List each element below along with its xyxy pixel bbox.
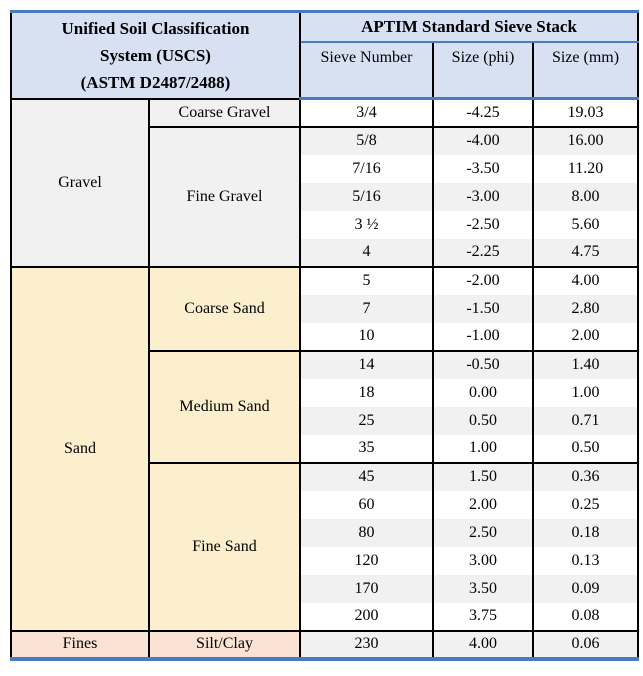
sieve-number-cell: 5 — [300, 267, 433, 295]
size-phi-cell: -4.25 — [433, 99, 533, 127]
category-cell-fines: Fines — [11, 631, 149, 659]
col-header-size-phi: Size (phi) — [433, 42, 533, 99]
sieve-number-cell: 45 — [300, 463, 433, 491]
size-mm-cell: 0.71 — [533, 407, 638, 435]
size-phi-cell: 2.00 — [433, 491, 533, 519]
size-mm-cell: 16.00 — [533, 127, 638, 155]
uscs-title-line-3: (ASTM D2487/2488) — [80, 72, 231, 92]
sieve-number-cell: 10 — [300, 323, 433, 351]
size-phi-cell: -0.50 — [433, 351, 533, 379]
subcategory-cell-coarse-sand: Coarse Sand — [149, 267, 300, 351]
subcategory-cell-medium-sand: Medium Sand — [149, 351, 300, 463]
sieve-number-cell: 120 — [300, 547, 433, 575]
category-cell-sand: Sand — [11, 267, 149, 631]
aptim-header-cell: APTIM Standard Sieve Stack — [300, 12, 638, 42]
table-header — [11, 12, 638, 99]
uscs-title-line-2: System (USCS) — [100, 45, 211, 65]
sieve-number-cell: 60 — [300, 491, 433, 519]
size-mm-cell: 0.13 — [533, 547, 638, 575]
sieve-number-cell: 7 — [300, 295, 433, 323]
subcategory-cell-fine-gravel: Fine Gravel — [149, 127, 300, 267]
size-mm-cell: 2.00 — [533, 323, 638, 351]
uscs-title-line-1: Unified Soil Classification — [61, 18, 250, 38]
subcategory-cell-fine-sand: Fine Sand — [149, 463, 300, 631]
size-phi-cell: -2.25 — [433, 239, 533, 267]
size-phi-cell: -2.50 — [433, 211, 533, 239]
size-mm-cell: 4.75 — [533, 239, 638, 267]
sieve-number-cell: 80 — [300, 519, 433, 547]
size-phi-cell: -2.00 — [433, 267, 533, 295]
table-row — [11, 267, 638, 295]
size-mm-cell: 1.40 — [533, 351, 638, 379]
col-header-sieve-number: Sieve Number — [300, 42, 433, 99]
size-phi-cell: -3.50 — [433, 155, 533, 183]
size-phi-cell: -1.50 — [433, 295, 533, 323]
size-phi-cell: 3.50 — [433, 575, 533, 603]
size-mm-cell: 0.08 — [533, 603, 638, 631]
size-phi-cell: 1.00 — [433, 435, 533, 463]
size-mm-cell: 0.25 — [533, 491, 638, 519]
header-row-titles — [11, 12, 638, 42]
size-phi-cell: 1.50 — [433, 463, 533, 491]
size-phi-cell: 0.00 — [433, 379, 533, 407]
size-mm-cell: 11.20 — [533, 155, 638, 183]
size-phi-cell: -3.00 — [433, 183, 533, 211]
size-mm-cell: 5.60 — [533, 211, 638, 239]
size-mm-cell: 2.80 — [533, 295, 638, 323]
category-cell-gravel: Gravel — [11, 99, 149, 267]
sieve-number-cell: 3/4 — [300, 99, 433, 127]
sieve-number-cell: 5/8 — [300, 127, 433, 155]
sieve-number-cell: 3 ½ — [300, 211, 433, 239]
sieve-table-body — [11, 99, 638, 659]
size-phi-cell: 0.50 — [433, 407, 533, 435]
sieve-number-cell: 5/16 — [300, 183, 433, 211]
size-mm-cell: 0.09 — [533, 575, 638, 603]
sieve-number-cell: 4 — [300, 239, 433, 267]
size-phi-cell: 2.50 — [433, 519, 533, 547]
size-mm-cell: 8.00 — [533, 183, 638, 211]
sieve-number-cell: 25 — [300, 407, 433, 435]
col-header-size-mm: Size (mm) — [533, 42, 638, 99]
sieve-number-cell: 18 — [300, 379, 433, 407]
size-phi-cell: 3.75 — [433, 603, 533, 631]
uscs-header-cell — [11, 12, 300, 99]
size-mm-cell: 4.00 — [533, 267, 638, 295]
sieve-number-cell: 200 — [300, 603, 433, 631]
table-row — [11, 631, 638, 659]
size-phi-cell: 4.00 — [433, 631, 533, 659]
size-mm-cell: 0.50 — [533, 435, 638, 463]
sieve-number-cell: 14 — [300, 351, 433, 379]
sieve-number-cell: 170 — [300, 575, 433, 603]
size-mm-cell: 1.00 — [533, 379, 638, 407]
size-mm-cell: 19.03 — [533, 99, 638, 127]
size-mm-cell: 0.36 — [533, 463, 638, 491]
size-phi-cell: -4.00 — [433, 127, 533, 155]
subcategory-cell-coarse-gravel: Coarse Gravel — [149, 99, 300, 127]
table-row — [11, 99, 638, 127]
sieve-number-cell: 230 — [300, 631, 433, 659]
size-phi-cell: 3.00 — [433, 547, 533, 575]
size-phi-cell: -1.00 — [433, 323, 533, 351]
size-mm-cell: 0.06 — [533, 631, 638, 659]
sieve-number-cell: 35 — [300, 435, 433, 463]
size-mm-cell: 0.18 — [533, 519, 638, 547]
subcategory-cell-silt-clay: Silt/Clay — [149, 631, 300, 659]
sieve-stack-table — [10, 10, 639, 661]
sieve-number-cell: 7/16 — [300, 155, 433, 183]
